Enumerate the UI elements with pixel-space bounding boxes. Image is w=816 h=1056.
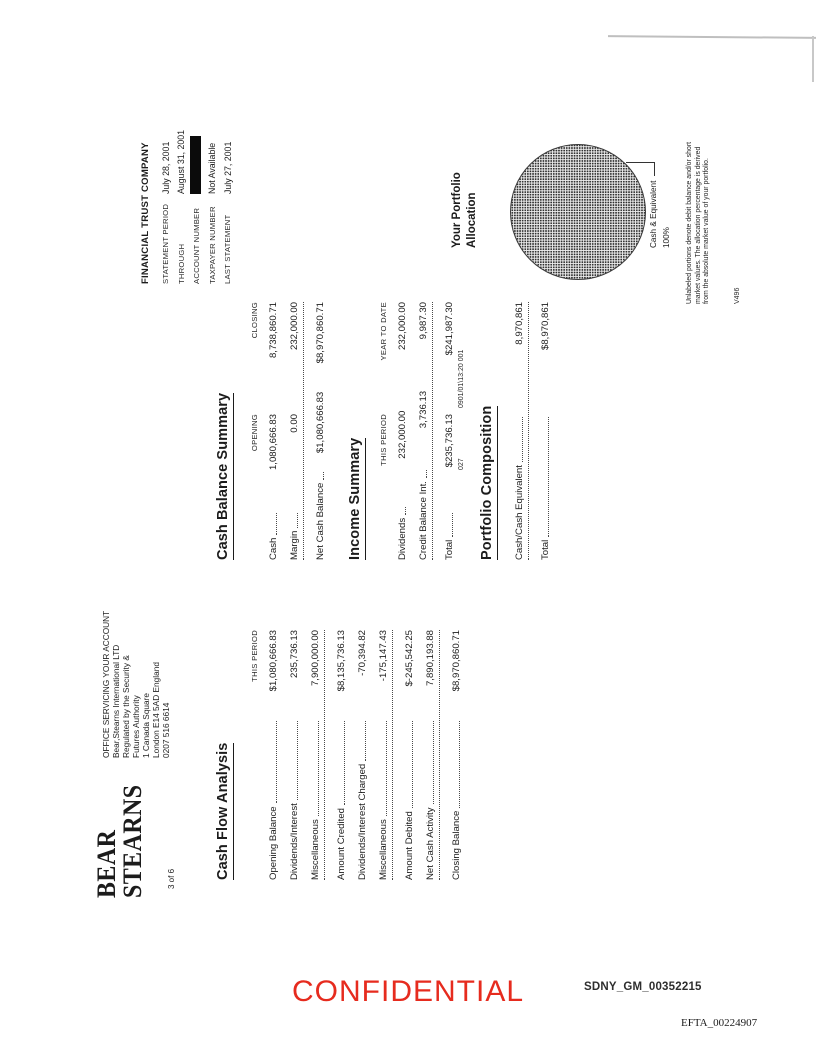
detail-value — [190, 136, 203, 194]
office-line: Bear,Stearns International LTD — [111, 644, 121, 758]
dotted-leader — [459, 721, 460, 808]
year-to-date-value: 232,000.00 — [397, 302, 408, 351]
table-row — [435, 302, 456, 560]
cash-flow-analysis-table — [243, 630, 463, 880]
table-row — [442, 630, 463, 880]
heading-line: Your Portfolio — [451, 172, 463, 248]
table-row — [280, 302, 301, 560]
portfolio-composition-heading — [478, 406, 498, 560]
dotted-separator — [303, 302, 304, 560]
dotted-leader — [297, 721, 298, 800]
pie-slice-percentage: 100% — [662, 227, 671, 248]
servicing-office-block — [101, 611, 171, 758]
column-header-this-period: THIS PERIOD — [379, 414, 388, 466]
statement-detail-row — [205, 130, 221, 284]
statement-detail-row — [189, 130, 205, 284]
office-line: Futures Authority — [131, 695, 141, 758]
bates-number-efta: EFTA_00224907 — [681, 1017, 758, 1029]
closing-value: 8,738,860.71 — [268, 302, 279, 359]
cash-flow-analysis-heading — [214, 743, 234, 880]
detail-label: THROUGH — [176, 243, 186, 284]
account-number-redaction — [190, 136, 201, 194]
scan-edge-artifact — [812, 36, 814, 82]
print-timestamp: 0901/01\13:20 001 — [458, 349, 465, 408]
table-row — [259, 630, 280, 880]
statement-detail-row — [174, 130, 190, 284]
dotted-separator — [324, 630, 325, 880]
year-to-date-value: 9,987.30 — [418, 302, 429, 340]
section-title: Income Summary — [347, 438, 366, 560]
row-value: -175,147.43 — [378, 630, 389, 682]
portfolio-allocation-heading — [450, 172, 479, 248]
this-period-value: 3,736.13 — [418, 390, 429, 429]
dotted-leader — [276, 513, 277, 535]
table-row — [306, 302, 327, 560]
detail-value: July 28, 2001 — [160, 141, 171, 194]
page-number: 3 of 6 — [167, 868, 176, 889]
dotted-leader — [365, 721, 366, 761]
form-code: V496 — [734, 287, 741, 304]
dotted-leader — [452, 513, 453, 537]
logo-line-bear: BEAR — [92, 829, 121, 898]
column-header-row — [372, 302, 388, 560]
table-row — [301, 630, 322, 880]
closing-value: $8,970,860.71 — [315, 302, 326, 364]
opening-value: 0.00 — [289, 414, 300, 433]
detail-label: TAXPAYER NUMBER — [207, 206, 217, 284]
column-header-opening: OPENING — [250, 414, 259, 452]
row-label: Dividends/Interest Charged — [357, 763, 368, 880]
row-label: Closing Balance — [451, 810, 462, 880]
section-title: Portfolio Composition — [479, 406, 498, 560]
column-header-year-to-date: YEAR TO DATE — [379, 302, 388, 361]
row-label: Total — [444, 539, 455, 560]
cash-balance-summary-heading — [214, 393, 234, 560]
row-value: 235,736.13 — [289, 630, 300, 679]
income-summary-heading — [346, 438, 366, 560]
row-value: 8,970,861 — [514, 302, 525, 345]
row-value: -70,394.82 — [357, 630, 368, 676]
dotted-separator — [439, 630, 440, 880]
pie-slice-label: Cash & Equivalent — [649, 180, 658, 248]
dotted-leader — [412, 721, 413, 808]
this-period-value: $235,736.13 — [444, 414, 455, 468]
table-row — [348, 630, 369, 880]
dotted-leader — [323, 472, 324, 480]
bates-number-sdny: SDNY_GM_00352215 — [584, 981, 702, 993]
income-summary-table — [372, 302, 456, 560]
row-label: Miscellaneous — [310, 819, 321, 880]
column-header-row — [243, 630, 259, 880]
dotted-separator — [528, 302, 529, 560]
statement-header-block — [140, 130, 236, 284]
opening-value: 1,080,666.83 — [268, 414, 279, 471]
statement-detail-row — [220, 130, 236, 284]
row-value: $8,970,861 — [540, 302, 551, 351]
year-to-date-value: $241,987.30 — [444, 302, 455, 356]
opening-value: $1,080,666.83 — [315, 391, 326, 454]
table-row — [259, 302, 280, 560]
print-code: 027 — [458, 458, 465, 470]
dotted-leader — [405, 507, 406, 515]
cash-balance-summary-table — [243, 302, 327, 560]
office-line: London E14 5AD England — [151, 662, 161, 758]
column-header-closing: CLOSING — [250, 302, 259, 339]
office-line: 0207 516 6614 — [161, 702, 171, 758]
dotted-leader — [297, 513, 298, 528]
detail-label: LAST STATEMENT — [223, 214, 233, 284]
column-header-row — [243, 302, 259, 560]
table-row — [395, 630, 416, 880]
row-value: $-245,542.25 — [404, 630, 415, 687]
bear-stearns-logo — [94, 784, 146, 898]
statement-detail-row — [158, 130, 174, 284]
company-name: FINANCIAL TRUST COMPANY — [140, 142, 151, 284]
row-label: Dividends/Interest — [289, 803, 300, 880]
table-row — [327, 630, 348, 880]
this-period-value: 232,000.00 — [397, 410, 408, 459]
table-row — [369, 630, 390, 880]
logo-line-stearns: STEARNS — [118, 784, 147, 898]
heading-line: Allocation — [465, 192, 478, 248]
dotted-leader — [522, 417, 523, 462]
detail-label: ACCOUNT NUMBER — [192, 207, 202, 284]
pie-label-connector-line — [626, 162, 655, 176]
office-line: Regulated by the Security & — [121, 655, 131, 758]
detail-value: July 27, 2001 — [222, 141, 233, 194]
row-label: Dividends — [397, 517, 408, 560]
detail-label: STATEMENT PERIOD — [161, 203, 171, 284]
table-row — [531, 302, 552, 560]
row-label: Net Cash Activity — [425, 807, 436, 880]
table-row — [388, 302, 409, 560]
allocation-disclaimer: Unlabeled portions denote debit balance and/or short market values. The allocation percentage is derived from the absolute market value of your portfolio. — [686, 141, 711, 304]
row-label: Credit Balance Int. — [418, 481, 429, 560]
table-row — [416, 630, 437, 880]
row-label: Cash/Cash Equivalent — [514, 465, 525, 560]
dotted-leader — [426, 470, 427, 478]
dotted-leader — [318, 721, 319, 816]
row-value: $8,135,736.13 — [336, 630, 347, 692]
row-label: Margin — [289, 530, 300, 560]
row-label: Opening Balance — [268, 806, 279, 880]
confidential-stamp: CONFIDENTIAL — [292, 975, 525, 1008]
row-label: Total — [540, 539, 551, 560]
row-label: Amount Debited — [404, 811, 415, 880]
portfolio-composition-table — [505, 302, 552, 560]
table-row — [409, 302, 430, 560]
dotted-leader — [344, 721, 345, 805]
dotted-leader — [433, 721, 434, 804]
dotted-separator — [392, 630, 393, 880]
row-value: 7,900,000.00 — [310, 630, 321, 687]
table-row — [280, 630, 301, 880]
closing-value: 232,000.00 — [289, 302, 300, 351]
row-value: $8,970,860.71 — [451, 630, 462, 692]
dotted-leader — [276, 721, 277, 803]
row-label: Net Cash Balance — [315, 482, 326, 560]
column-header-this-period: THIS PERIOD — [250, 630, 259, 682]
row-label: Amount Credited — [336, 808, 347, 880]
row-value: $1,080,666.83 — [268, 630, 279, 692]
row-value: 7,890,193.88 — [425, 630, 436, 687]
section-title: Cash Balance Summary — [215, 393, 234, 560]
detail-value: Not Available — [207, 142, 218, 194]
dotted-separator — [432, 302, 433, 560]
row-label: Miscellaneous — [378, 819, 389, 880]
detail-value: August 31, 2001 — [176, 129, 187, 194]
row-label: Cash — [268, 537, 279, 560]
office-line: 1 Canada Square — [141, 692, 151, 758]
office-line: OFFICE SERVICING YOUR ACCOUNT — [101, 610, 111, 758]
dotted-leader — [548, 417, 549, 537]
table-row — [505, 302, 526, 560]
section-title: Cash Flow Analysis — [215, 743, 234, 880]
dotted-leader — [386, 721, 387, 816]
